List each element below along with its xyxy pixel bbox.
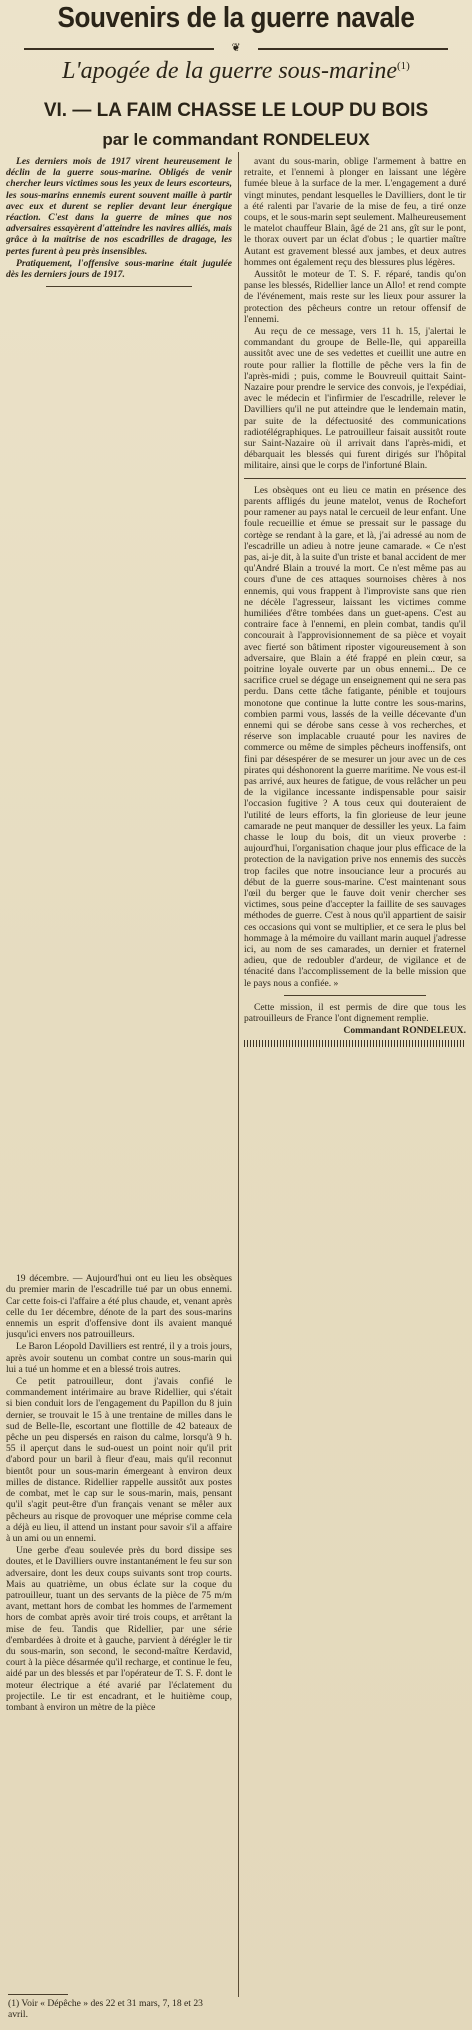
intro-paragraph: Les derniers mois de 1917 virent heureusement le déclin de la guerre sous-marine. Obligés de venir chercher leurs victimes sous les yeux de leurs escorteurs, les sous-marins ennemis eurent souvent maille à partir avec eux et durent se replier devant leur énergique réaction. C'est dans la guerre de mines que nos adversaires essayèrent d'atteindre les navires alliés, mais grâce à la maîtrise de nos escadrilles de dragage, les pertes furent à peu près insensibles.	[6, 156, 232, 257]
section-separator	[244, 478, 466, 479]
column-divider	[238, 152, 239, 1997]
body-paragraph: 19 décembre. — Aujourd'hui ont eu lieu les obsèques du premier marin de l'escadrille tué par un obus ennemi. Car cette fois-ci l'affaire a été plus chaude, et, venant après celle du 1er décembre, dénote de la part des sous-marins ennemis un esprit d'offensive dont ils avaient manqué jusqu'ici envers nos patrouilleurs.	[6, 1273, 232, 1341]
intro-block	[6, 156, 232, 280]
body-paragraph: Au reçu de ce message, vers 11 h. 15, j'alertai le commandant du groupe de Belle-Ile, qui appareilla aussitôt avec une de ses vedettes et cueillit une autre en route pour rallier la flottille de pêche vers la fin de l'après-midi ; puis, comme le Bouvreuil quittait Saint-Nazaire pour prendre le service des convois, je l'expédiai, avec le médecin et l'infirmier de l'escadrille, relever le Davilliers qu'il ne put atteindre que le lendemain matin, par suite de la défectuosité des communications radiotélégraphiques. Le patrouilleur faisait aussitôt route sur Saint-Nazaire où il arrivait dans l'après-midi, et débarquait les blessés qui furent dirigés sur l'hôpital militaire, ainsi que le corps de l'infortuné Blain.	[244, 326, 466, 472]
footnote-rule	[8, 1994, 68, 1995]
left-column	[6, 156, 232, 1996]
body-paragraph: Cette mission, il est permis de dire que tous les patrouilleurs de France l'ont dignement remplie.	[244, 1001, 466, 1025]
ornament-line-right	[258, 48, 448, 50]
intro-paragraph: Pratiquement, l'offensive sous-marine était jugulée dès les derniers jours de 1917.	[6, 257, 232, 281]
signature: Commandant RONDELEUX.	[343, 1025, 466, 1037]
closing-separator	[284, 995, 426, 996]
chapter-title: VI. — LA FAIM CHASSE LE LOUP DU BOIS	[43, 100, 429, 121]
body-paragraph: Les obsèques ont eu lieu ce matin en présence des parents affligés du jeune matelot, venus de Rochefort pour ramener au pays natal le cercueil de leur enfant. Une foule recueillie et émue se pressait sur le passage du cortège se rendant à la gare, et là, j'ai adressé au nom de l'escadrille un adieu à notre jeune camarade. « Ce n'est pas, ai-je dit, à la suite d'un triste et banal accident de mer qu'André Blain a trouvé la mort. Ce n'est même pas au cours d'une de ces attaques sournoises chères à nos ennemis, qui vous frappent à l'improviste sans que rien ne décèle l'agresseur, laissant les victimes comme humiliées d'être tombées dans un guet-apens. C'est au contraire face à l'ennemi, en plein combat, tandis qu'il concourait à l'approvisionnement de sa pièce et voyait avec fierté son bâtiment riposter vigoureusement à son adversaire, que Blain a été frappé en plein cœur, sa poitrine loyale ouverte par un obus ennemi... De ce sacrifice cruel se dégage un enseignement qui ne sera pas perdu. Dans cette tâche fatigante, pénible et toujours monotone que continue la lutte contre les sous-marins, combien parmi vous, lassés de la veille décevante d'un ennemi qui se dérobe sans cesse à vos recherches, et réserve son implacable cruauté pour les navires de commerce ou même de simples pêcheurs inoffensifs, ont fini par désespérer de se mesurer un jour avec un de ces pirates qui déshonorent la guerre maritime. Ne vous est-il pas arrivé, aux heures de fatigue, de vous relâcher un peu de la vigilance incessante indispensable pour saisir l'occasion fugitive ? A tous ceux qui douteraient de l'utilité de leurs efforts, la fin glorieuse de leur jeune camarade ne peut manquer de dessiller les yeux. La faim chasse le loup du bois, dit un vieux proverbe : aujourd'hui, l'organisation chaque jour plus efficace de la protection de la navigation prive nos ennemis des succès trop faciles que notre insouciance leur a procurés au début de la guerre sous-marine. C'est maintenant sous l'œil du berger que le fauve doit venir chercher ses victimes, sous peine d'accepter la faillite de ses sauvages méthodes de guerre. C'est à nous qu'il appartient de saisir ces occasions qui vont se multiplier, et ce sera le plus bel hommage à la mémoire du vaillant marin auquel j'adresse ici, au nom de ses camarades, un dernier et fraternel adieu, que de redoubler d'ardeur, de vigilance et de ténacité dans l'accomplissement de la belle mission que le pays nous a confiée. »	[244, 484, 466, 989]
body-paragraph: Une gerbe d'eau soulevée près du bord dissipe ses doutes, et le Davilliers ouvre instantanément le feu sur son adversaire, dont les deux coups suivants sont trop courts. Mais au quatrième, un obus éclate sur la coque du patrouilleur, tuant un des servants de la pièce de 75 m/m avant, mettant hors de combat les hommes de l'armement hors de combat après avoir tiré trois coups, et arrêtant la mise de feu. Tandis que Ridellier, par une série d'embardées à droite et à gauche, parvient à dérégler le tir du sous-marin, son second, le second-maître Kerdavid, court à la pièce désarmée qu'il recharge, et continue le feu, aidé par un des blessés et par l'opérateur de T. S. F. dont le moteur électrique a été avarié par l'éclatement du projectile. Le tir est encadrant, et le huitième coup, tombant à environ un mètre de la pièce	[6, 1545, 232, 1713]
byline: par le commandant RONDELEUX	[102, 130, 370, 149]
body-paragraph: Ce petit patrouilleur, dont j'avais confié le commandement intérimaire au brave Ridellier, qui s'était si bien conduit lors de l'engagement du Papillon du 8 juin dernier, se trouvait le 15 à une trentaine de milles dans le sud de Belle-Ile, escortant une flottille de 42 bateaux de pêche un peu dispersés en raison du calme, lorsqu'à 9 h. 55 il aperçut dans le sud-ouest un point noir qu'il prit d'abord pour un baril à fleur d'eau, mais qu'il reconnut bientôt pour un sous-marin émergeant à environ deux milles de distance. Ridellier rappelle aussitôt aux postes de combat, met le cap sur le sous-marin, mais, pensant qu'il s'agit peut-être d'un français venant se mêler aux pêcheurs au risque de provoquer une méprise comme cela a déjà eu lieu, il attend un instant pour savoir s'il a affaire à un ami ou un ennemi.	[6, 1376, 232, 1544]
article-subtitle	[0, 58, 472, 85]
masthead-title: Souvenirs de la guerre navale	[57, 2, 415, 34]
title-ornament-rule	[24, 41, 448, 54]
intro-separator	[46, 286, 192, 287]
masthead	[0, 0, 472, 44]
footnote: (1) Voir « Dépêche » des 22 et 31 mars, 7, 18 et 23 avril.	[8, 1998, 203, 2020]
ornament-icon: ❦	[231, 41, 241, 54]
column-gap	[6, 293, 232, 1273]
body-paragraph: Le Baron Léopold Davilliers est rentré, il y a trois jours, après avoir soutenu un combat contre un sous-marin qui lui a tué un homme et en a blessé trois autres.	[6, 1341, 232, 1375]
ornament-line-left	[24, 48, 214, 50]
end-hatched-rule	[244, 1040, 466, 1047]
body-paragraph: avant du sous-marin, oblige l'armement à battre en retraite, et l'ennemi à plonger en laissant une légère fumée bleue à la surface de la mer. L'engagement a duré vingt minutes, pendant lesquelles le Davilliers, dont le tir a été ralenti par l'avarie de la mise de feu, a tiré onze coups, et le sous-marin sept seulement. Malheureusement le matelot chauffeur Blain, âgé de 21 ans, gît sur le pont, le thorax ouvert par un éclat d'obus ; le quartier maître Autant est gravement blessé aux jambes, et deux autres hommes ont également reçu des blessures plus légères.	[244, 156, 466, 268]
right-column	[244, 156, 466, 1996]
subtitle-text: L'apogée de la guerre sous-marine	[62, 58, 398, 84]
body-paragraph: Aussitôt le moteur de T. S. F. réparé, tandis qu'on panse les blessés, Ridellier lance un Allo! et rend compte de l'événement, mais reste sur les lieux pour assurer la protection des pêcheurs contre un retour offensif de l'ennemi.	[244, 269, 466, 325]
subtitle-note-mark: (1)	[397, 60, 410, 72]
